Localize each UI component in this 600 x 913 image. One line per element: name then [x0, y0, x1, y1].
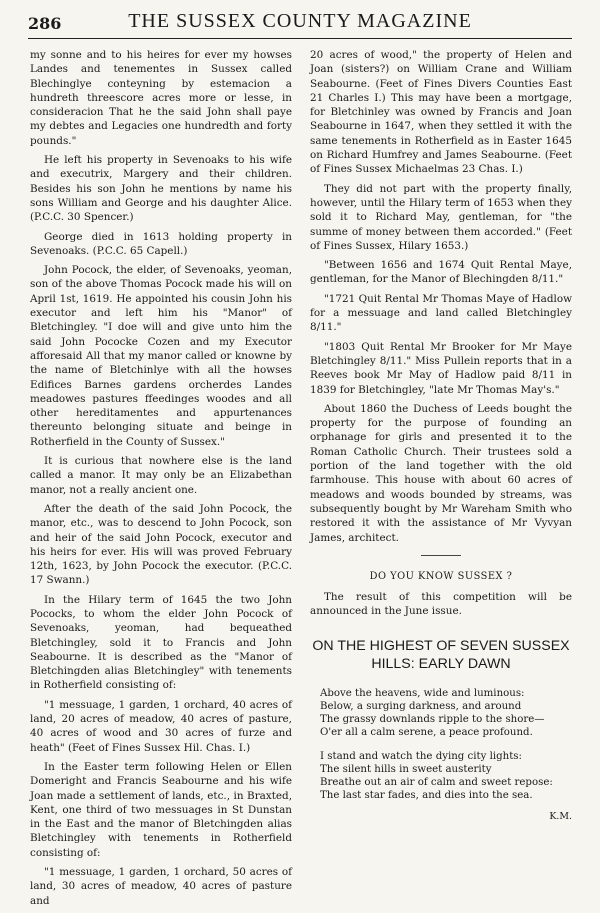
paragraph: "1 messuage, 1 garden, 1 orchard, 40 acres of land, 20 acres of meadow, 40 acres of pasture, 40 acres of wood and 30 acres of furze and heath" (Feet of Fines Sussex Hil. Chas. I.) — [30, 698, 292, 754]
poem-line: I stand and watch the dying city lights: — [320, 750, 522, 762]
paragraph: 20 acres of wood," the property of Helen and Joan (sisters?) on William Crane and William Seabourne. (Feet of Fines Divers Counties East 21 Charles I.) This may have been a mortgage, for Bletchinley was owned by Francis and Joan Seabourne in 1647, when they settled it with the same tenements in Rotherfield as in Easter 1645 on Richard Humfrey and James Seabourne. (Feet of Fines Sussex Michaelmas 23 Chas. I.) — [310, 49, 572, 176]
paragraph: "1 messuage, 1 garden, 1 orchard, 50 acres of land, 30 acres of meadow, 40 acres of pasture and — [30, 866, 292, 907]
poem-title: ON THE HIGHEST OF SEVEN SUSSEX HILLS: EARLY DAWN — [312, 637, 570, 672]
section-divider — [421, 555, 461, 556]
paragraph: John Pocock, the elder, of Sevenoaks, yeoman, son of the above Thomas Pocock made his will on April 1st, 1619. He appointed his cousin John his executor and left him his "Manor" of Bletchingley. "I doe will and give unto him the said John Pococke Cozen and my Executor afforesaid All that my manor called or knowne by the name of Bletchinlye with all the howses Edifices Barnes gardens orcherdes Landes meadowes pastures ffeedinges woodes and all other hereditamentes and appurtenances thereunto belonging situate and beinge in Rotherfield in the County of Sussex." — [30, 264, 292, 448]
poem-line: The silent hills in sweet austerity — [320, 763, 492, 775]
paragraph: After the death of the said John Pocock, the manor, etc., was to descend to John Pocock, son and heir of the said John Pocock, executor and his heirs for ever. His will was proved February 12th, 1623, by John Pocock the executor. (P.C.C. 17 Swann.) — [30, 502, 292, 587]
competition-heading: DO YOU KNOW SUSSEX ? — [369, 570, 513, 582]
competition-text: The result of this competition will be announced in the June issue. — [310, 591, 572, 618]
right-column — [310, 48, 572, 825]
paragraph: In the Hilary term of 1645 the two John Pococks, to whom the elder John Pocock of Sevenoaks, yeoman, had bequeathed Bletchingley, sold it to Francis and John Seabourne. It is described as the "Manor of Bletchingden alias Bletchingley" with tenements in Rotherfield consisting of: — [30, 593, 292, 692]
paragraph: George died in 1613 holding property in Sevenoaks. (P.C.C. 65 Capell.) — [30, 230, 292, 257]
paragraph: In the Easter term following Helen or Ellen Domeright and Francis Seabourne and his wife Joan made a settlement of lands, etc., in Braxted, Kent, one third of two messuages in St Dunstan in the East and the manor of Bletchingden alias Bletchingley with tenements in Rotherfield consisting of: — [30, 760, 292, 859]
poem-signature: K.M. — [549, 811, 572, 823]
paragraph: He left his property in Sevenoaks to his wife and executrix, Margery and their children. Besides his son John he mentions by name his sons William and George and his daughter Alice. (P.C.C. 30 Spencer.) — [30, 154, 292, 224]
header-rule — [28, 38, 572, 39]
magazine-title: THE SUSSEX COUNTY MAGAZINE — [128, 10, 472, 32]
paragraph: "Between 1656 and 1674 Quit Rental Maye, gentleman, for the Manor of Blechingden 8/11." — [310, 259, 572, 286]
paragraph: About 1860 the Duchess of Leeds bought the property for the purpose of founding an orphanage for girls and presented it to the Roman Catholic Church. Their trustees sold a portion of the land together with the old farmhouse. This house with about 60 acres of meadows and woods bounded by streams, was subsequently bought by Mr Wareham Smith who restored it with the assistance of Mr Vyvyan James, architect. — [310, 402, 572, 544]
page-number: 286 — [28, 14, 62, 33]
poem-line: The last star fades, and dies into the sea. — [320, 790, 533, 802]
poem-line: Above the heavens, wide and luminous: — [320, 687, 525, 699]
paragraph: my sonne and to his heires for ever my howses Landes and tenementes in Sussex called Blechinglye conteyning by estemacion a hundreth threescore acres more or lesse, in consideracion That he the said John shall paye my debtes and Legacies one hundredth and forty pounds." — [30, 49, 292, 147]
paragraph: They did not part with the property finally, however, until the Hilary term of 1653 when they sold it to Richard May, gentleman, for "the summe of money between them accorded." (Feet of Fines Sussex, Hilary 1653.) — [310, 182, 572, 252]
paragraph: It is curious that nowhere else is the land called a manor. It may only be an Elizabethan manor, not a really ancient one. — [30, 455, 292, 496]
poem-stanza — [320, 687, 572, 740]
poem-line: Below, a surging darkness, and around — [320, 700, 522, 712]
poem-line: Breathe out an air of calm and sweet repose: — [320, 776, 553, 788]
paragraph: "1803 Quit Rental Mr Brooker for Mr Maye Bletchingley 8/11." Miss Pullein reports that in a Reeves book Mr May of Hadlow paid 8/11 in 1839 for Bletchingley, "late Mr Thomas May's." — [310, 340, 572, 396]
poem-line: O'er all a calm serene, a peace profound. — [320, 727, 533, 739]
poem-stanza — [320, 750, 572, 803]
paragraph: "1721 Quit Rental Mr Thomas Maye of Hadlow for a messuage and land called Bletchingley 8/11." — [310, 292, 572, 334]
poem-line: The grassy downlands ripple to the shore— — [320, 714, 545, 726]
left-column — [30, 48, 292, 913]
